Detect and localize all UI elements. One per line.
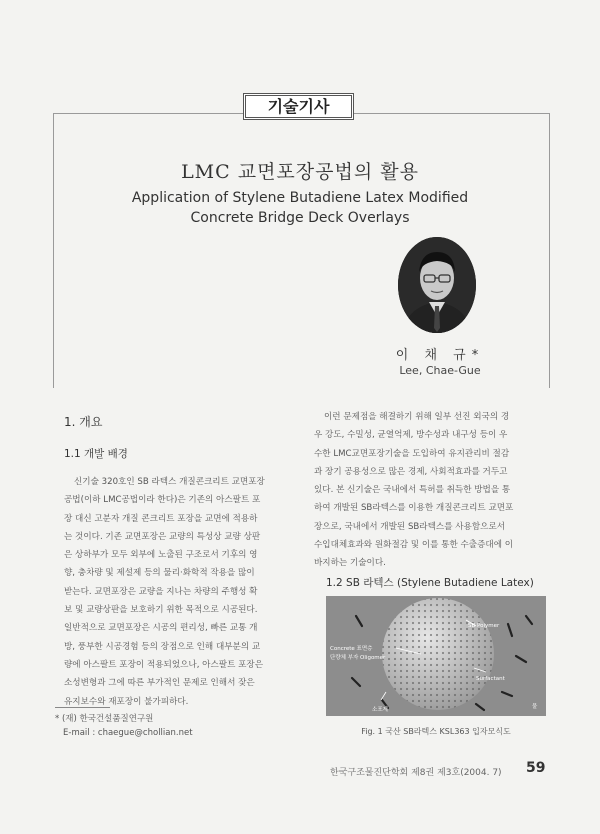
footnote <box>55 712 193 740</box>
category-tag: 기술기사 <box>243 93 354 120</box>
footer-journal: 한국구조물진단학회 제8권 제3호(2004. 7) <box>330 768 502 778</box>
label-sb-polymer: SB Polymer <box>468 623 500 629</box>
body-line: 수입대체효과와 원화절감 및 이를 통한 수출증대에 이 <box>314 540 514 551</box>
body-line: 공법(이하 LMC공법이라 한다)은 기존의 아스팔트 포 <box>64 495 261 506</box>
figure-sb-latex-particle <box>326 596 546 716</box>
figure-caption: Fig. 1 국산 SB라텍스 KSL363 입자모식도 <box>361 727 511 736</box>
body-line: 이런 문제점을 해결하기 위해 일부 선진 외국의 경 <box>324 412 510 422</box>
title-korean: LMC 교면포장공법의 활용 <box>181 161 419 183</box>
body-line: 하여 개발된 SB라텍스를 이용한 개질콘크리트 교면포 <box>314 503 514 514</box>
body-line: 은 상하부가 모두 외부에 노출된 구조로서 기후의 영 <box>64 550 258 561</box>
body-line: 량에 아스팔트 포장이 적용되었으나, 아스팔트 포장은 <box>64 659 264 670</box>
body-line: 신기술 320호인 SB 라텍스 개질콘크리트 교면포장 <box>74 477 265 487</box>
body-line: 방, 풍부한 시공경험 등의 장점으로 인해 대부분의 교 <box>64 641 261 652</box>
body-line: 향, 충차량 및 제설제 등의 물리·화학적 작용을 많이 <box>64 568 255 579</box>
page-number: 59 <box>526 760 546 776</box>
body-line: 과 장기 공용성으로 많은 경제, 사회적효과를 거두고 <box>314 466 508 477</box>
subsection-heading: 1.1 개발 배경 <box>64 448 128 460</box>
body-line: 보 및 교량상판을 보호하기 위한 목적으로 시공된다. <box>64 605 258 616</box>
section-heading: 1. 개요 <box>64 415 103 429</box>
body-line: 일반적으로 교면포장은 시공의 편리성, 빠른 교통 개 <box>64 623 258 634</box>
footnote-affiliation: * (재) 한국건설품질연구원 <box>55 714 154 724</box>
author-photo <box>397 236 477 334</box>
title-english-line1: Application of Stylene Butadiene Latex Modified <box>131 190 469 206</box>
footnote-email: E-mail : chaegue@chollian.net <box>63 728 193 738</box>
body-line: 수한 LMC교면포장기술을 도입하여 유지관리비 절감 <box>314 448 510 459</box>
title-english <box>0 188 600 228</box>
body-line: 유지보수와 재포장이 불가피하다. <box>64 696 189 707</box>
label-oligomer: 단량체 부자 Oligomer <box>330 655 386 661</box>
subsection-heading-sb: 1.2 SB 라텍스 (Stylene Butadiene Latex) <box>326 577 534 589</box>
body-line: 장 대신 고분자 개질 콘크리트 포장을 교면에 적용하 <box>64 513 258 524</box>
body-line: 소성변형과 그에 따른 부가적인 문제로 인해서 잦은 <box>64 678 255 689</box>
body-line: 는 것이다. 기존 교면포장은 교량의 특성상 교량 상판 <box>64 531 261 542</box>
title-english-line2: Concrete Bridge Deck Overlays <box>190 210 410 226</box>
body-paragraph-left <box>64 473 298 711</box>
body-line: 바지하는 기술이다. <box>314 558 386 569</box>
body-paragraph-right <box>314 408 546 573</box>
label-concrete: Concrete 표면층 <box>330 646 373 652</box>
author-name-english: Lee, Chae-Gue <box>399 364 481 377</box>
label-surfactant: Surfactant <box>476 676 505 682</box>
body-line: 있다. 본 신기술은 국내에서 특허를 취득한 방법을 통 <box>314 485 511 496</box>
body-line: 장으로, 국내에서 개발된 SB라텍스를 사용함으로서 <box>314 521 506 532</box>
body-line: 우 강도, 수밀성, 균열억제, 방수성과 내구성 등이 우 <box>314 430 508 441</box>
label-water: 물 <box>532 704 538 710</box>
author-name-korean: 이 채 규* <box>395 348 485 363</box>
label-small-particle: 소포제 <box>372 707 388 713</box>
footnote-divider <box>55 707 110 708</box>
body-line: 받는다. 교면포장은 교량을 지나는 차량의 주행성 확 <box>64 586 258 597</box>
